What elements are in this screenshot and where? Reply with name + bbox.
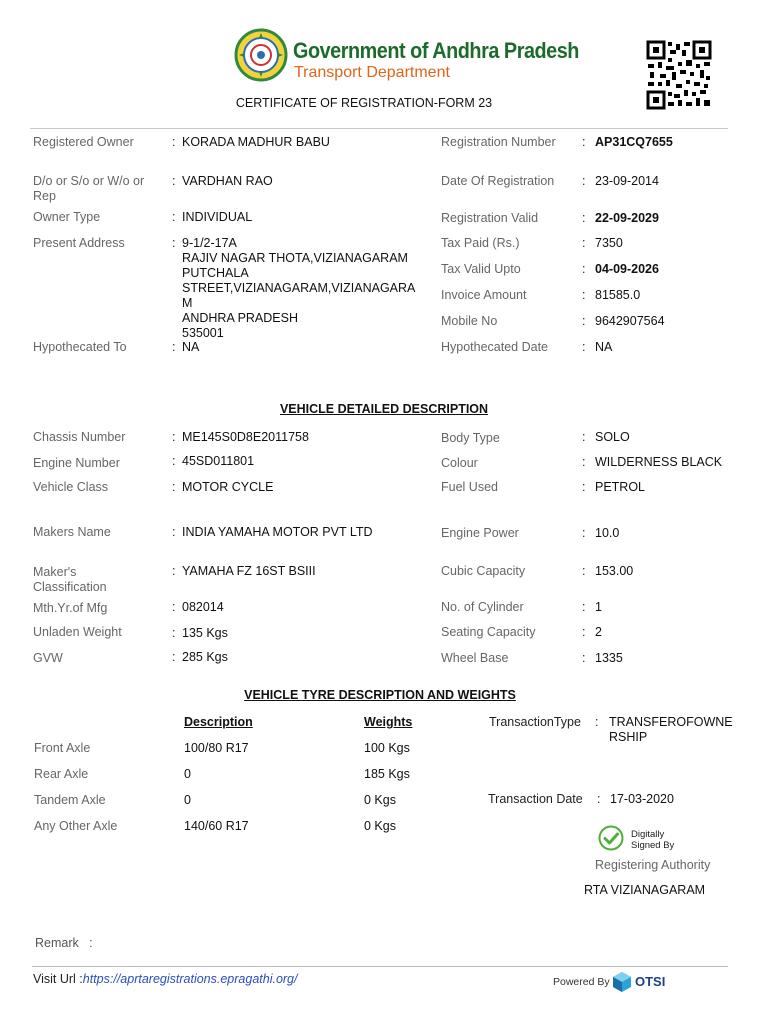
makers-classification-label: Maker's Classification xyxy=(33,565,107,594)
owner-type-value: INDIVIDUAL xyxy=(182,210,253,224)
registering-authority-value: RTA VIZIANAGARAM xyxy=(584,883,706,897)
cylinder-value: 1 xyxy=(595,600,602,614)
makers-classification-value: YAMAHA FZ 16ST BSIII xyxy=(182,564,316,578)
body-type-value: SOLO xyxy=(595,430,630,444)
transaction-type-value: TRANSFEROFOWNE RSHIP xyxy=(609,715,733,744)
owner-type-label: Owner Type xyxy=(33,210,101,224)
rear-axle-description: 0 xyxy=(184,767,191,781)
tax-paid-label: Tax Paid (Rs.) xyxy=(441,236,520,250)
gov-title: Government of Andhra Pradesh xyxy=(293,38,579,63)
remark-label: Remark : xyxy=(35,936,93,950)
header-divider xyxy=(30,128,728,129)
engine-number-value: 45SD011801 xyxy=(182,454,255,468)
footer-divider xyxy=(32,966,728,967)
transaction-type-label: TransactionType xyxy=(489,715,581,729)
form-title: CERTIFICATE OF REGISTRATION-FORM 23 xyxy=(235,96,493,110)
front-axle-weight: 100 Kgs xyxy=(364,741,410,755)
seating-value: 2 xyxy=(595,625,602,639)
hyp-date-label: Hypothecated Date xyxy=(441,340,549,354)
relation-value: VARDHAN RAO xyxy=(182,174,273,188)
other-axle-description: 140/60 R17 xyxy=(184,819,249,833)
colour-label: Colour xyxy=(441,456,478,470)
visit-url-link[interactable]: https://aprtaregistrations.epragathi.org/ xyxy=(82,972,298,986)
body-type-label: Body Type xyxy=(441,431,500,445)
registering-authority-label: Registering Authority xyxy=(595,858,711,872)
reg-date-value: 23-09-2014 xyxy=(595,174,659,188)
col-description-header: Description xyxy=(184,715,253,729)
invoice-label: Invoice Amount xyxy=(441,288,527,302)
rear-axle-label: Rear Axle xyxy=(34,767,89,781)
powered-by-text: Powered By xyxy=(553,976,610,988)
tax-paid-value: 7350 xyxy=(595,236,623,250)
unladen-weight-label: Unladen Weight xyxy=(33,625,122,639)
tandem-axle-weight: 0 Kgs xyxy=(364,793,396,807)
front-axle-description: 100/80 R17 xyxy=(184,741,249,755)
invoice-value: 81585.0 xyxy=(595,288,641,302)
wheel-base-label: Wheel Base xyxy=(441,651,509,665)
transaction-date-label: Transaction Date xyxy=(488,792,583,806)
registered-owner-label: Registered Owner xyxy=(33,135,134,149)
cubic-capacity-label: Cubic Capacity xyxy=(441,564,526,578)
mobile-value: 9642907564 xyxy=(595,314,665,328)
hypothecated-to-label: Hypothecated To xyxy=(33,340,127,354)
chassis-label: Chassis Number xyxy=(33,430,126,444)
reg-no-label: Registration Number xyxy=(441,135,556,149)
department-name: Transport Department xyxy=(294,64,450,81)
vehicle-class-value: MOTOR CYCLE xyxy=(182,480,274,494)
transaction-date-value: 17-03-2020 xyxy=(610,792,674,806)
seating-label: Seating Capacity xyxy=(441,625,536,639)
reg-valid-label: Registration Valid xyxy=(441,211,539,225)
hypothecated-to-value: NA xyxy=(182,340,200,354)
tandem-axle-description: 0 xyxy=(184,793,191,807)
cubic-capacity-value: 153.00 xyxy=(595,564,634,578)
engine-number-label: Engine Number xyxy=(33,456,120,470)
other-axle-label: Any Other Axle xyxy=(34,819,118,833)
unladen-weight-value: 135 Kgs xyxy=(182,626,228,640)
rear-axle-weight: 185 Kgs xyxy=(364,767,410,781)
digitally-signed-text: Digitally Signed By xyxy=(631,829,675,851)
registered-owner-value: KORADA MADHUR BABU xyxy=(182,135,330,149)
tax-valid-label: Tax Valid Upto xyxy=(441,262,521,276)
tax-valid-value: 04-09-2026 xyxy=(595,262,659,276)
col-weights-header: Weights xyxy=(364,715,413,729)
colour-value: WILDERNESS BLACK xyxy=(595,455,723,469)
mfg-label: Mth.Yr.of Mfg xyxy=(33,601,108,615)
other-axle-weight: 0 Kgs xyxy=(364,819,396,833)
present-address-label: Present Address xyxy=(33,236,125,250)
present-address-value: 9-1/2-17A RAJIV NAGAR THOTA,VIZIANAGARAM PUTCHALA STREET,VIZIANAGARAM,VIZIANAGARA M ANDHRA PRADESH 535001 xyxy=(182,236,416,340)
relation-label: D/o or S/o or W/o or Rep xyxy=(33,174,145,203)
vehicle-class-label: Vehicle Class xyxy=(33,480,109,494)
gvw-label: GVW xyxy=(33,651,63,665)
vehicle-section-title: VEHICLE DETAILED DESCRIPTION xyxy=(279,402,489,416)
front-axle-label: Front Axle xyxy=(34,741,91,755)
tandem-axle-label: Tandem Axle xyxy=(34,793,106,807)
chassis-value: ME145S0D8E2011758 xyxy=(182,430,309,444)
reg-date-label: Date Of Registration xyxy=(441,174,555,188)
otsi-logo-icon xyxy=(612,971,632,993)
engine-power-value: 10.0 xyxy=(595,526,620,540)
tyre-section-title: VEHICLE TYRE DESCRIPTION AND WEIGHTS xyxy=(244,688,516,702)
engine-power-label: Engine Power xyxy=(441,526,519,540)
digital-signature-check-icon xyxy=(598,825,624,851)
state-emblem-icon xyxy=(234,28,288,82)
otsi-text: OTSI xyxy=(635,974,666,989)
mobile-label: Mobile No xyxy=(441,314,498,328)
hyp-date-value: NA xyxy=(595,340,613,354)
reg-no-value: AP31CQ7655 xyxy=(595,135,673,149)
cylinder-label: No. of Cylinder xyxy=(441,600,524,614)
reg-valid-value: 22-09-2029 xyxy=(595,211,659,225)
gvw-value: 285 Kgs xyxy=(182,650,228,664)
mfg-value: 082014 xyxy=(182,600,224,614)
fuel-label: Fuel Used xyxy=(441,480,498,494)
makers-name-value: INDIA YAMAHA MOTOR PVT LTD xyxy=(182,525,373,539)
makers-name-label: Makers Name xyxy=(33,525,111,539)
wheel-base-value: 1335 xyxy=(595,651,623,665)
visit-url-line: Visit Url :https://aprtaregistrations.epragathi.org/ xyxy=(33,972,298,986)
fuel-value: PETROL xyxy=(595,480,646,494)
